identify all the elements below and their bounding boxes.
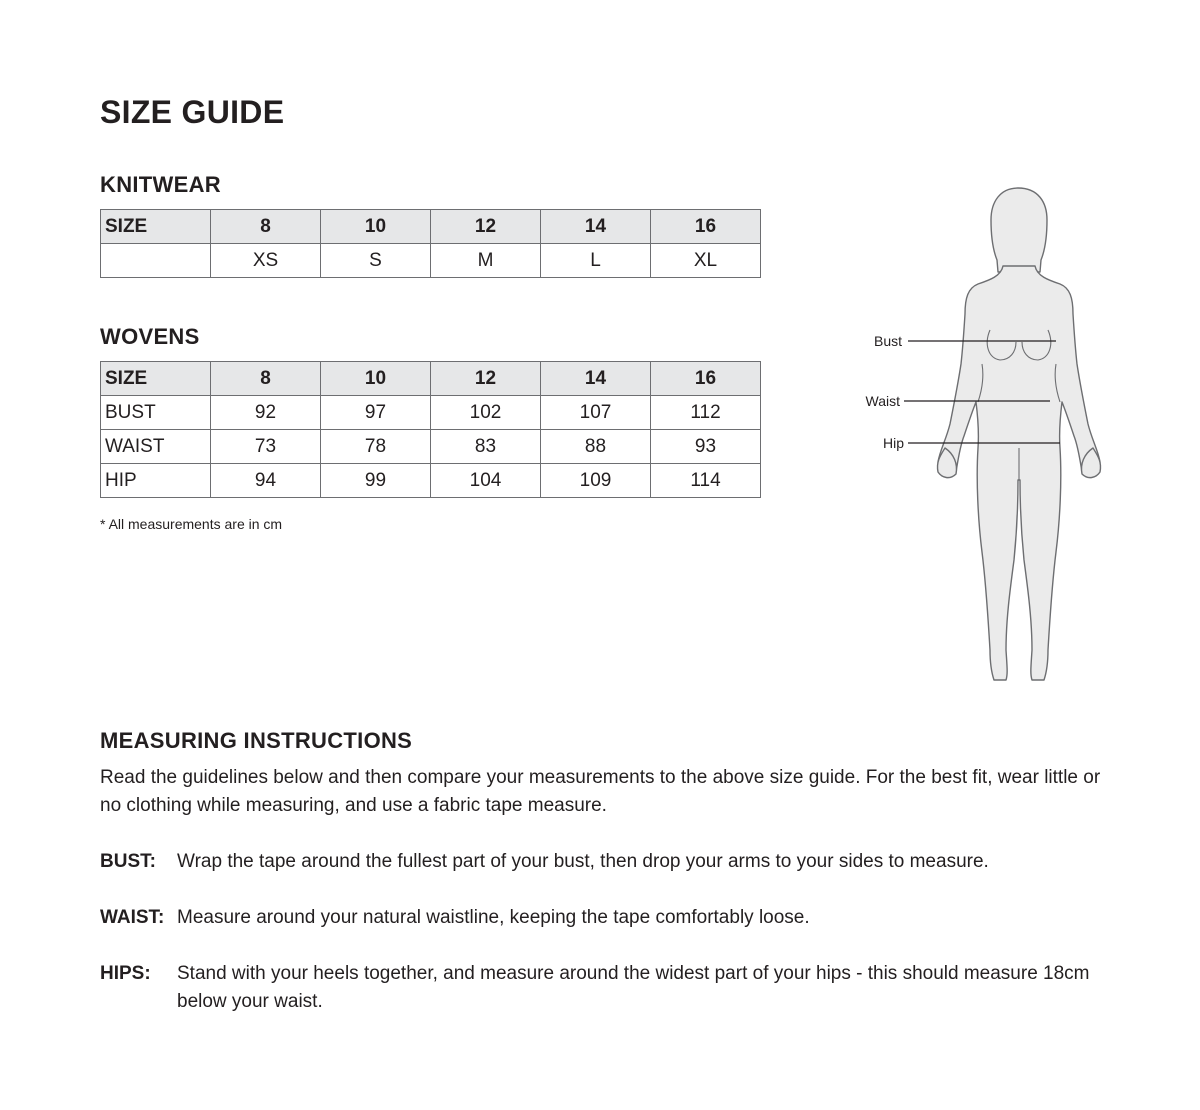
measurement-footnote: * All measurements are in cm [100, 516, 283, 532]
table-cell: XS [211, 244, 321, 278]
table-header-row [101, 210, 761, 244]
table-cell: 83 [431, 430, 541, 464]
table-cell: 112 [651, 396, 761, 430]
table-cell: XL [651, 244, 761, 278]
instruction-label: BUST: [100, 851, 156, 872]
knitwear-title: KNITWEAR [100, 172, 221, 197]
row-label: BUST [101, 396, 211, 430]
instruction-bust [100, 848, 1110, 876]
hip-label: Hip [882, 435, 904, 451]
table-cell: M [431, 244, 541, 278]
header-cell: SIZE [101, 210, 211, 244]
instruction-hips [100, 960, 1110, 1016]
table-row [101, 464, 761, 498]
body-outline [937, 188, 1100, 680]
table-cell: 88 [541, 430, 651, 464]
table-cell: 97 [321, 396, 431, 430]
knitwear-table [100, 209, 761, 278]
table-cell: 94 [211, 464, 321, 498]
table-cell: 104 [431, 464, 541, 498]
table-cell: 93 [651, 430, 761, 464]
header-cell: 16 [651, 362, 761, 396]
table-header-row [101, 362, 761, 396]
header-cell: 8 [211, 210, 321, 244]
bust-label: Bust [873, 333, 902, 349]
table-cell: 99 [321, 464, 431, 498]
instruction-text: Measure around your natural waistline, keeping the tape comfortably loose. [177, 907, 810, 928]
table-row [101, 244, 761, 278]
header-cell: SIZE [101, 362, 211, 396]
instruction-waist [100, 904, 1110, 932]
page-title: SIZE GUIDE [100, 94, 285, 130]
header-cell: 14 [541, 210, 651, 244]
header-cell: 16 [651, 210, 761, 244]
header-cell: 14 [541, 362, 651, 396]
header-cell: 12 [431, 362, 541, 396]
body-measurement-figure [850, 180, 1110, 690]
header-cell: 10 [321, 362, 431, 396]
instruction-label: WAIST: [100, 907, 165, 928]
head-shape [991, 188, 1047, 272]
table-cell: 114 [651, 464, 761, 498]
waist-label: Waist [865, 393, 900, 409]
instructions-intro: Read the guidelines below and then compare your measurements to the above size guide. For the best fit, wear little or no clothing while measuring, and use a fabric tape measure. [100, 767, 1101, 816]
instructions-title: MEASURING INSTRUCTIONS [100, 728, 413, 753]
header-cell: 12 [431, 210, 541, 244]
table-cell: 92 [211, 396, 321, 430]
table-cell: L [541, 244, 651, 278]
table-row [101, 430, 761, 464]
table-cell: 73 [211, 430, 321, 464]
header-cell: 10 [321, 210, 431, 244]
table-cell: 102 [431, 396, 541, 430]
table-cell: 78 [321, 430, 431, 464]
row-label: WAIST [101, 430, 211, 464]
table-cell: S [321, 244, 431, 278]
table-cell: 107 [541, 396, 651, 430]
instruction-text: Stand with your heels together, and measure around the widest part of your hips - this should measure 18cm below your waist. [177, 963, 1090, 1012]
wovens-title: WOVENS [100, 324, 200, 349]
table-cell: 109 [541, 464, 651, 498]
wovens-table [100, 361, 761, 498]
table-row [101, 396, 761, 430]
instruction-label: HIPS: [100, 963, 151, 984]
header-cell: 8 [211, 362, 321, 396]
body-silhouette-illustration [850, 180, 1110, 690]
row-label [101, 244, 211, 278]
row-label: HIP [101, 464, 211, 498]
instruction-text: Wrap the tape around the fullest part of your bust, then drop your arms to your sides to measure. [177, 851, 989, 872]
